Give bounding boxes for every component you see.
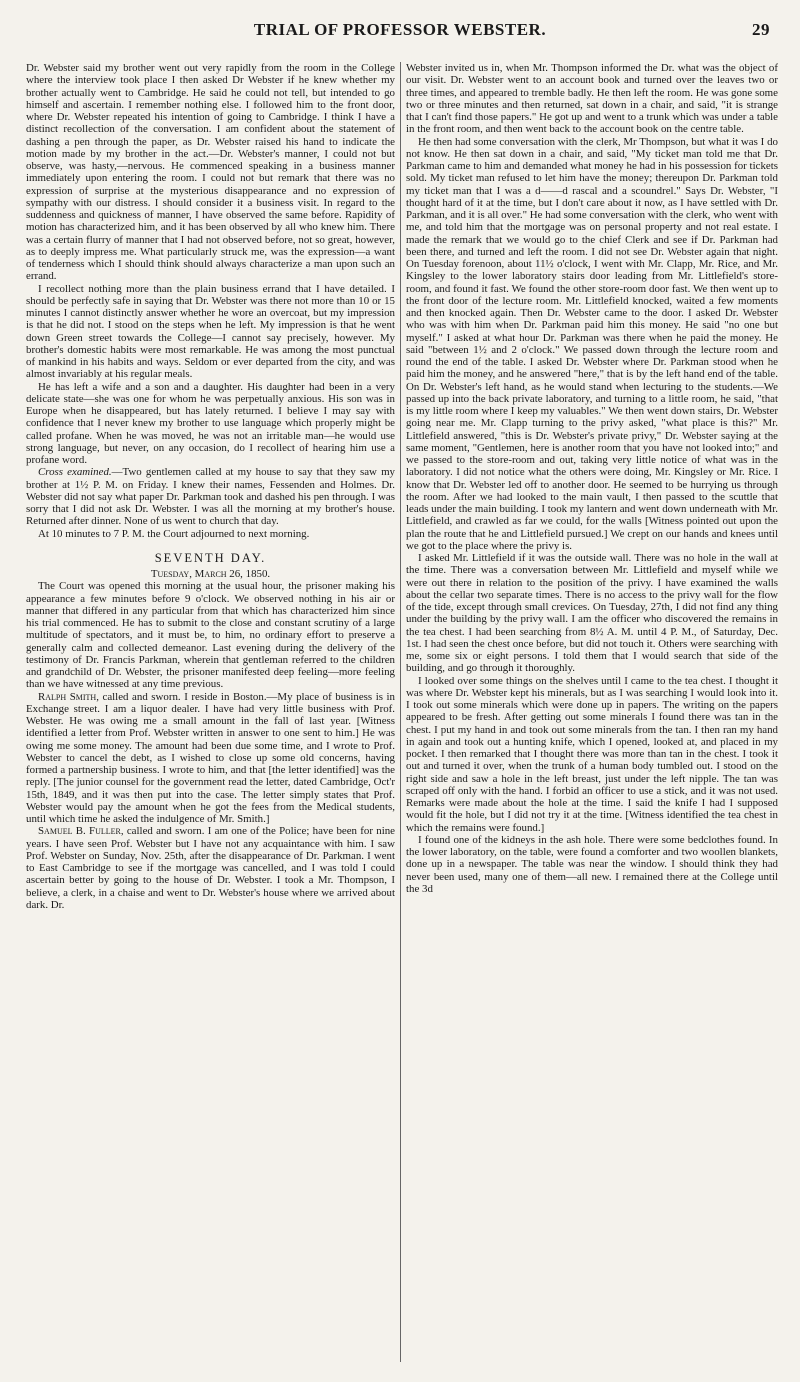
paragraph: He has left a wife and a son and a daughter. His daughter had been in a very delicate state—she was one for whom he was perpetually anxious. His son was in Europe when he disappeared, but has lately returned. I believe I may say with confidence that I never knew my brother to use language which properly might be called profane. When he was moved, he was not an irritable man—he would use strong language, but never, on any occasion, do I recollect of hearing him use a profane word.: [26, 380, 395, 466]
cross-examined-text: —Two gentlemen called at my house to say that they saw my brother at 1½ P. M. on Friday. I knew their names, Fessenden and Holmes. Dr. Webster did not say what paper Dr. Parkman took and dashed his pen through. I was sorry that I did not ask Dr. Webster. I was all the morning at my brother's house. Returned after dinner. None of us went to church that day.: [26, 466, 395, 528]
running-header: [0, 20, 800, 44]
paragraph: I asked Mr. Littlefield if it was the outside wall. There was no hole in the wall at the time. There was a conversation between Mr. Littlefield and myself while we were out there in relation to the position of the privy. I have examined the walls about the cellar two separate times. There is no access to the privy wall for the flow of the tide, except through small crevices. On Tuesday, 27th, I did not find any thing under the building by the privy wall. I am the officer who discovered the remains in the tea chest. I had been searching from 8½ A. M. until 4 P. M., of Saturday, Dec. 1st. I had seen the chest once before, but did not touch it. Others were searching with me, some six or eight persons. I told them that I would search that side of the building, and go through it thoroughly.: [406, 552, 778, 675]
cross-examined-label: Cross examined.: [38, 466, 112, 479]
paragraph: Dr. Webster said my brother went out very rapidly from the room in the College where the interview took place I then asked Dr Webster if he knew whether my brother actually went to Cambridge. He said he could not tell, but intended to go himself and ascertain. I remember nothing else. I followed him to the front door, where Dr. Webster repeated his intention of going to Cambridge. I think I have a distinct recollection of the conversation. I am confident about the statement of dashing a pen through the paper, as Dr. Webster raised his hand to indicate the motion made by my brother in the act.—Dr. Webster's manner, I could not but observe, was hasty,—nervous. He commenced speaking in a business manner immediately upon entering the room. I could not but remark that there was no expression of surprise at the mysterious disappearance and no expression of sympathy with our distress. I should consider it a business visit. In regard to the suddenness and quickness of manner, I have observed the same before. Rapidity of motion has characterized him, and it has been observed by all who knew him. There was a certain flurry of manner that I had not observed before, not so great, however, as to deeply impress me. What particularly struck me, was the expression—a want of tenderness which I should think should always characterize a man upon such an errand.: [26, 62, 395, 283]
paragraph-witness-fuller: [26, 825, 395, 911]
column-divider: [400, 62, 401, 1362]
paragraph: He then had some conversation with the clerk, Mr Thompson, but what it was I do not know. He then sat down in a chair, and said, "My ticket man told me that Dr. Parkman came to him and demanded what money he had in his possession for tickets sold. My ticket man refused to let him have the money; thereupon Dr. Parkman told my ticket man that I was a d——d rascal and a scoundrel." Says Dr. Webster, "I thought hard of it at the time, but I don't care about it now, as I have settled with Dr. Parkman, and it is all over." He had some conversation with the clerk, who went with me, and told him that the mortgage was on personal property and not real estate. I made the remark that we would go to the chief Clerk and see if Dr. Parkman had been there, and turned and left the room. I did not see Dr. Webster again that night. On Tuesday forenoon, about 11½ o'clock, I went with Mr. Clapp, Mr. Rice, and Mr. Kingsley to the lower laboratory stairs door leading from Mr. Littlefield's store-room, and found it fast. We found the other store-room door fast. We then went up to the front door of the lecture room. Mr. Littlefield knocked, waited a few moments and then knocked again. Then Dr. Webster came to the door. I asked Dr. Webster who was with him when Dr. Parkman paid him this money. He said "no one but myself." I asked at what hour Dr. Parkman was there when he paid the money. He said "between 1½ and 2 o'clock." We passed down through the lecture room and round the end of the table. I asked Dr. Webster where Dr. Parkman stood when he paid him the money, and he answered "here," that is by the left hand end of the table. On Dr. Webster's left hand, as he would stand when lecturing to the students.—We passed up into the back private laboratory, and turning to a little room, he said, "that is my little room where I keep my valuables." We then went down stairs, Dr. Webster going near me. Mr. Clapp turning to the privy asked, "what place is this?" Mr. Littlefield answered, "this is Dr. Webster's private privy," Dr. Webster saying at the same moment, "Gentlemen, here is another room that you have not looked into;" and we passed to the store-room and out, taking very little notice of what was in the laboratory. I did not notice what the others were doing, Mr. Kingsley or Mr. Rice. I know that Dr. Webster led off to another door. He seemed to be hurrying us through the room. After we had looked to the main vault, I then passed to the scuttle that leads under the main building. I took my lantern and went down underneath with Mr. Littlefield, and crawled as far we could, for the walls [Witness pointed out upon the plan the route that he and Littlefield pursued.] We crept on our hands and knees until we got to the place where the privy is.: [406, 135, 778, 552]
paragraph-cross-examined: [26, 466, 395, 527]
paragraph: I found one of the kidneys in the ash hole. There were some bedclothes found. In the lower laboratory, on the table, were found a comforter and two woollen blankets, done up in a newspaper. The table was near the window. I should think they had never been used, many one of them—all new. I remained there at the College until the 3d: [406, 833, 778, 895]
right-column: [406, 62, 778, 1362]
page-title: TRIAL OF PROFESSOR WEBSTER.: [253, 20, 547, 39]
paragraph: At 10 minutes to 7 P. M. the Court adjourned to next morning.: [38, 527, 310, 540]
paragraph-witness-smith: [26, 691, 395, 826]
section-heading: SEVENTH DAY.: [154, 550, 267, 565]
paragraph: I recollect nothing more than the plain business errand that I have detailed. I should be perfectly safe in saying that Dr. Webster was there not more than 10 or 15 minutes I cannot distinctly answer whether he wore an overcoat, but my impression is that he did not. I stood on the steps when he left. My impression is that he went down Green street towards the College—I cannot say precisely, however. My brother's domestic habits were most remarkable. He was among the most punctual of mankind in his habits and ways. Seldom or ever departed from the city, and was almost invariably at his regular meals.: [26, 282, 395, 381]
paragraph: The Court was opened this morning at the usual hour, the prisoner making his appearance a few minutes before 9 o'clock. We observed nothing in his air or manner that differed in any particular from that which has characterized him since his trial commenced. He has to submit to the close and constant scrutiny of a large multitude of spectators, and it must be, to him, no ordinary effort to preserve a generally calm and collected demeanor. Last evening during the delivery of the testimony of Dr. Francis Parkman, wherein that gentleman referred to the children and grandchild of Dr. Webster, the prisoner manifested deep feeling—more feeling than we have witnessed at any time previous.: [26, 580, 395, 691]
paragraph: I looked over some things on the shelves until I came to the tea chest. I thought it was where Dr. Webster kept his minerals, but as I was searching I would look into it. I took out some minerals which were done up in papers. The writing on the papers appeared to be fresh. After getting out some minerals I found there was tan in the chest. I put my hand in and took out some minerals from the tan. I then ran my hand in again and took out a hunting knife, which I opened, looked at, and placed in my pocket. I then remarked that I thought there was more than tan in the chest. I took it out and turned it over, when the trunk of a human body tumbled out. I stood on the right side and saw a hole in the left breast, just under the left nipple. The tan was scraped off only with the hand. I forbid an officer to use a stick, and it was not used. Remarks were made about the hole at the time. I said the knife I had I supposed would fit the hole, but I did not try it at the time. [Witness identified the tea chest in which the remains were found.]: [406, 674, 778, 834]
paragraph: Webster invited us in, when Mr. Thompson informed the Dr. what was the object of our visit. Dr. Webster went to an account book and turned over the leaves two or three times, and appeared to tremble badly. He then left the room. He was gone some two or three minutes and then returned, sat down in a chair, and said, "it is strange that I can't find those papers." He got up and went to a trunk which was under a table in the front room, and then went back to the account book on the centre table.: [406, 62, 778, 136]
page-number: 29: [752, 20, 770, 39]
witness-name: Ralph Smith,: [38, 690, 99, 703]
dateline: Tuesday, March 26, 1850.: [150, 568, 271, 580]
witness-name: Samuel B. Fuller,: [38, 825, 124, 838]
witness-testimony: called and sworn. I reside in Boston.—My place of business is in Exchange street. I am a liquor dealer. I have had very little business with Prof. Webster. He was owing me a small amount in the fall of last year. [Witness identified a letter from Prof. Webster written in answer to one sent to him.] He was owing me some money. The amount had been due some time, and I wrote to Prof. Webster to cancel the debt, as I wished to close up some old concerns, having formed a partnership business. I wrote to him, and that [the letter identified] was the reply. [The junior counsel for the government read the letter, dated Cambridge, Oct'r 15th, 1849, and it was then put into the case. The letter simply states that Prof. Webster would pay the amount when he got the fees from the Medical students, until which time he asked the indulgence of Mr. Smith.]: [26, 690, 395, 825]
left-column: [26, 62, 395, 1362]
witness-testimony: called and sworn. I am one of the Police; have been for nine years. I have seen Prof. Webster but I have not any acquaintance with him. I saw Prof. Webster on Sunday, Nov. 25th, after the disappearance of Dr. Parkman. I went to East Cambridge to see if the mortgage was cancelled, and I was told I could ascertain better by going to the house of Dr. Webster. I took a Mr. Thompson, I believe, a clerk, in a chaise and went to Dr. Webster's house where we arrived about dark. Dr.: [26, 825, 395, 911]
